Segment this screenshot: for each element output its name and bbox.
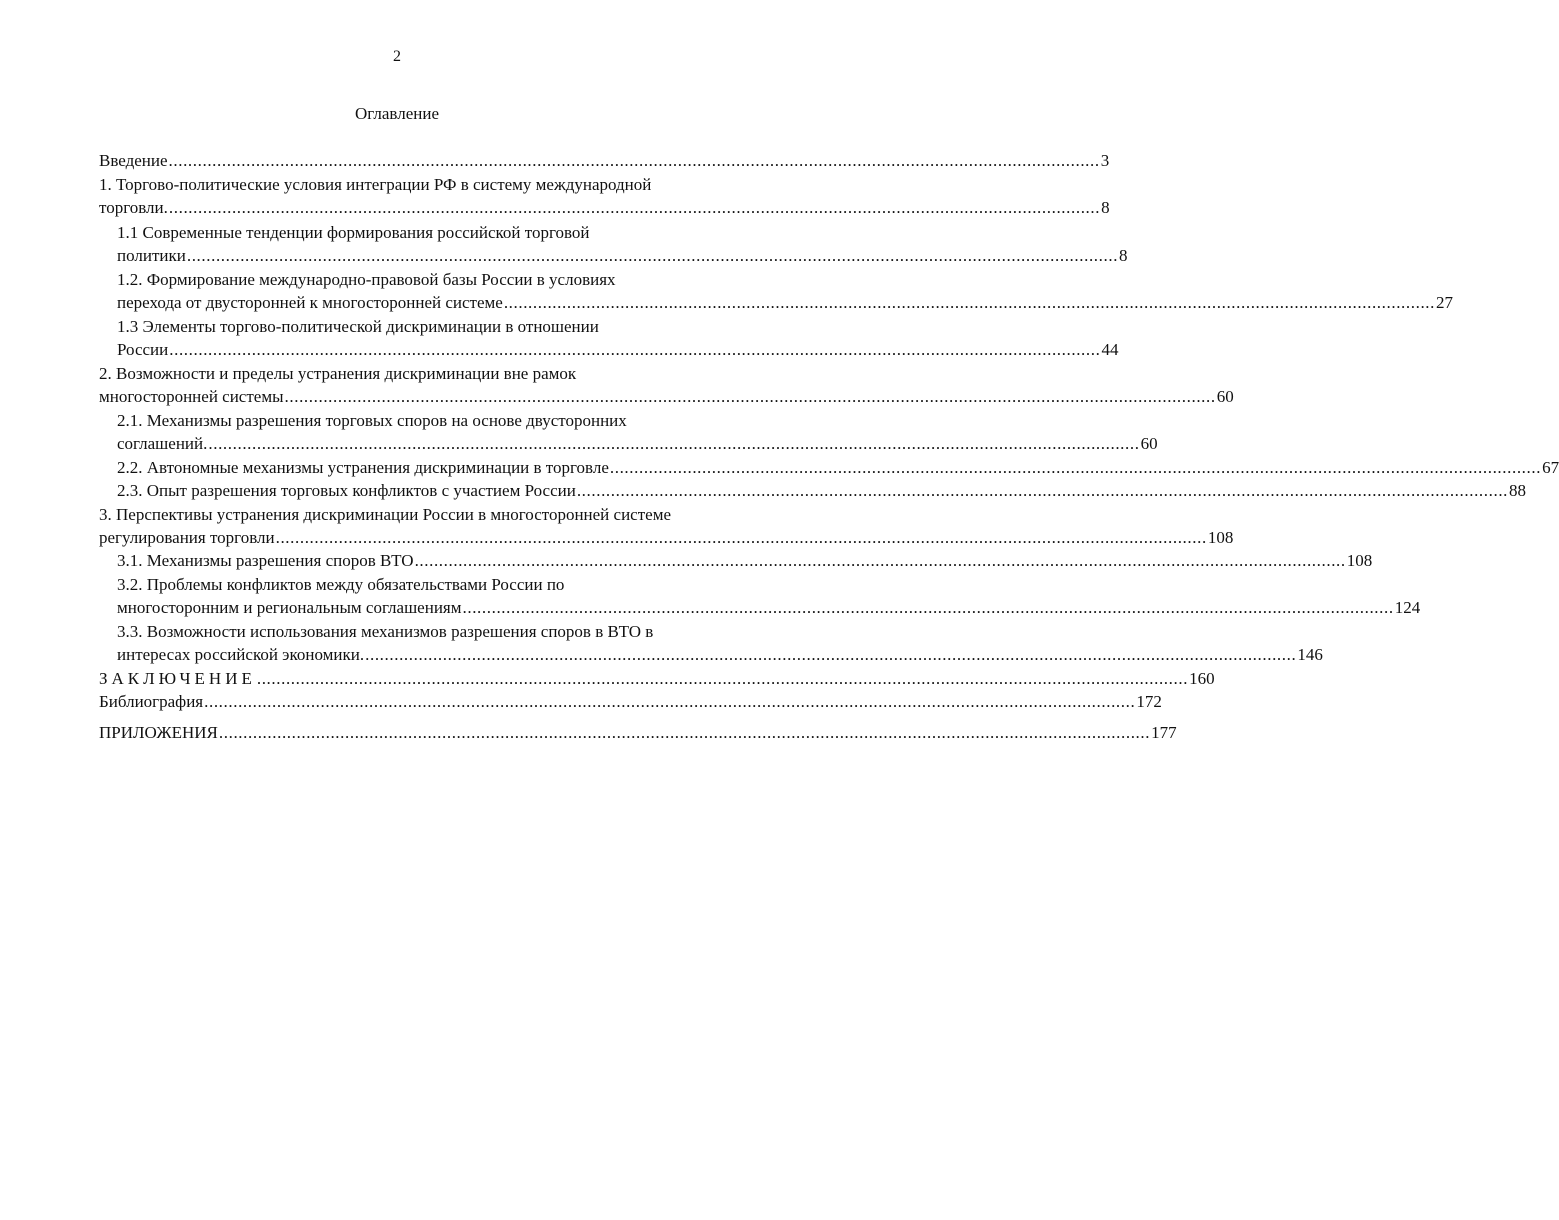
toc-entry-3-3[interactable]: интересах российской экономики. ................................................................................................................................................................................................ 146 bbox=[117, 645, 1323, 664]
toc-entry-page: 67 bbox=[1542, 458, 1559, 477]
toc-entry-label: 1.2. Формирование международно-правовой базы России в условиях bbox=[117, 270, 616, 289]
toc-entry-label: многосторонней системы bbox=[99, 387, 284, 406]
toc-entry-1-1-line1[interactable] bbox=[117, 222, 736, 244]
toc-entry-page: 60 bbox=[1216, 387, 1234, 406]
toc-entry-label: 2.1. Механизмы разрешения торговых споров на основе двусторонних bbox=[117, 411, 627, 430]
toc-entry-page: 108 bbox=[1207, 528, 1234, 547]
toc-entry-appendices[interactable]: ПРИЛОЖЕНИЯ ................................................................................................................................................................................................ 177 bbox=[99, 723, 1177, 742]
toc-entry-2[interactable]: многосторонней системы ................................................................................................................................................................................................ 60 bbox=[99, 387, 1234, 406]
toc-entry-page: 27 bbox=[1436, 293, 1454, 312]
toc-entry-1-1[interactable]: политики ................................................................................................................................................................................................ 8 bbox=[117, 246, 1128, 265]
toc-entry-1-2-line1[interactable] bbox=[117, 269, 736, 291]
toc-entry-label: 1.1 Современные тенденции формирования российской торговой bbox=[117, 223, 590, 242]
toc-entry-label: 2.3. Опыт разрешения торговых конфликтов с участием России bbox=[117, 481, 576, 500]
toc-entry-label: 3.2. Проблемы конфликтов между обязательствами России по bbox=[117, 575, 565, 594]
toc-entry-3-2[interactable]: многосторонним и региональным соглашениям ................................................................................................................................................................................................ 124 bbox=[117, 598, 1421, 617]
toc-entry-label: регулирования торговли bbox=[99, 528, 275, 547]
toc-entry-label: 2. Возможности и пределы устранения дискриминации вне рамок bbox=[99, 364, 577, 383]
toc-entry-label: ПРИЛОЖЕНИЯ bbox=[99, 723, 218, 742]
toc-entry-page: 124 bbox=[1394, 598, 1421, 617]
toc-entry-label: перехода от двусторонней к многосторонней системе bbox=[117, 293, 503, 312]
toc-entry-label: 3.3. Возможности использования механизмов разрешения споров в ВТО в bbox=[117, 622, 654, 641]
toc-entry-label: соглашений. bbox=[117, 434, 208, 453]
toc-entry-page: 172 bbox=[1136, 692, 1162, 711]
toc-entry-2-1[interactable]: соглашений. ................................................................................................................................................................................................ 60 bbox=[117, 434, 1158, 453]
toc-entry-2-line1[interactable] bbox=[99, 363, 736, 385]
toc-entry-1-3-line1[interactable] bbox=[117, 316, 736, 338]
toc-entry-page: 3 bbox=[1100, 151, 1110, 170]
toc-entry-label: интересах российской экономики. bbox=[117, 645, 365, 664]
toc-entry-1[interactable]: торговли. ................................................................................................................................................................................................ 8 bbox=[99, 198, 1110, 217]
toc-entry-label: торговли. bbox=[99, 198, 168, 217]
toc-entry-page: 8 bbox=[1101, 198, 1110, 217]
toc-entry-page: 160 bbox=[1189, 669, 1215, 688]
toc-title: Оглавление bbox=[355, 104, 439, 123]
toc-entry-1-line1[interactable] bbox=[99, 174, 748, 196]
page-number: 2 bbox=[393, 48, 401, 65]
toc-entry-3-line1[interactable] bbox=[99, 504, 748, 526]
toc-entry-2-1-line1[interactable] bbox=[117, 410, 736, 432]
toc-entry-page: 108 bbox=[1346, 551, 1373, 570]
toc-entry-label: Введение bbox=[99, 151, 168, 170]
toc-entry-label: Библиография bbox=[99, 692, 204, 711]
toc-entry-bibliography[interactable]: Библиография ................................................................................................................................................................................................ 172 bbox=[99, 692, 1162, 711]
toc-entry-page: 88 bbox=[1509, 481, 1527, 500]
toc-entry-label: 1.3 Элементы торгово-политической дискриминации в отношении bbox=[117, 317, 599, 336]
toc-entry-label: России bbox=[117, 340, 169, 359]
toc-entry-page: 146 bbox=[1297, 645, 1323, 664]
toc-entry-label: 1. Торгово-политические условия интеграции РФ в систему международной bbox=[99, 175, 652, 194]
toc-entry-3-3-line1[interactable] bbox=[117, 621, 736, 643]
toc-entry-page: 44 bbox=[1101, 340, 1119, 359]
toc-entry-label: 2.2. Автономные механизмы устранения дискриминации в торговле bbox=[117, 458, 609, 477]
toc-entry-page: 177 bbox=[1151, 723, 1177, 742]
toc-entry-1-3[interactable]: России ................................................................................................................................................................................................ 44 bbox=[117, 340, 1119, 359]
toc-entry-2-2[interactable]: 2.2. Автономные механизмы устранения дискриминации в торговле ................................................................................................................................................................................................ 67 bbox=[117, 458, 1559, 477]
toc-entry-label: 3. Перспективы устранения дискриминации России в многосторонней системе bbox=[99, 505, 671, 524]
toc-entry-label: многосторонним и региональным соглашениям bbox=[117, 598, 462, 617]
toc-entry-conclusion[interactable]: ЗАКЛЮЧЕНИЕ ................................................................................................................................................................................................ 160 bbox=[99, 669, 1215, 688]
toc-entry-label: 3.1. Механизмы разрешения споров ВТО bbox=[117, 551, 414, 570]
toc-entry-2-3[interactable]: 2.3. Опыт разрешения торговых конфликтов с участием России ................................................................................................................................................................................................ 88 bbox=[117, 481, 1527, 500]
toc-entry-3[interactable]: регулирования торговли ................................................................................................................................................................................................ 108 bbox=[99, 528, 1234, 547]
toc-entry-page: 60 bbox=[1140, 434, 1158, 453]
toc-entry-3-2-line1[interactable] bbox=[117, 574, 736, 596]
toc-entry-1-2[interactable]: перехода от двусторонней к многосторонней системе ................................................................................................................................................................................................ 27 bbox=[117, 293, 1454, 312]
toc-entry-page: 8 bbox=[1119, 246, 1128, 265]
toc-entry-3-1[interactable]: 3.1. Механизмы разрешения споров ВТО ................................................................................................................................................................................................ 108 bbox=[117, 551, 1373, 570]
toc-entry-label: ЗАКЛЮЧЕНИЕ bbox=[99, 669, 256, 688]
toc-entry-label: политики bbox=[117, 246, 186, 265]
toc-entry-intro[interactable]: Введение ................................................................................................................................................................................................ 3 bbox=[99, 151, 1110, 170]
